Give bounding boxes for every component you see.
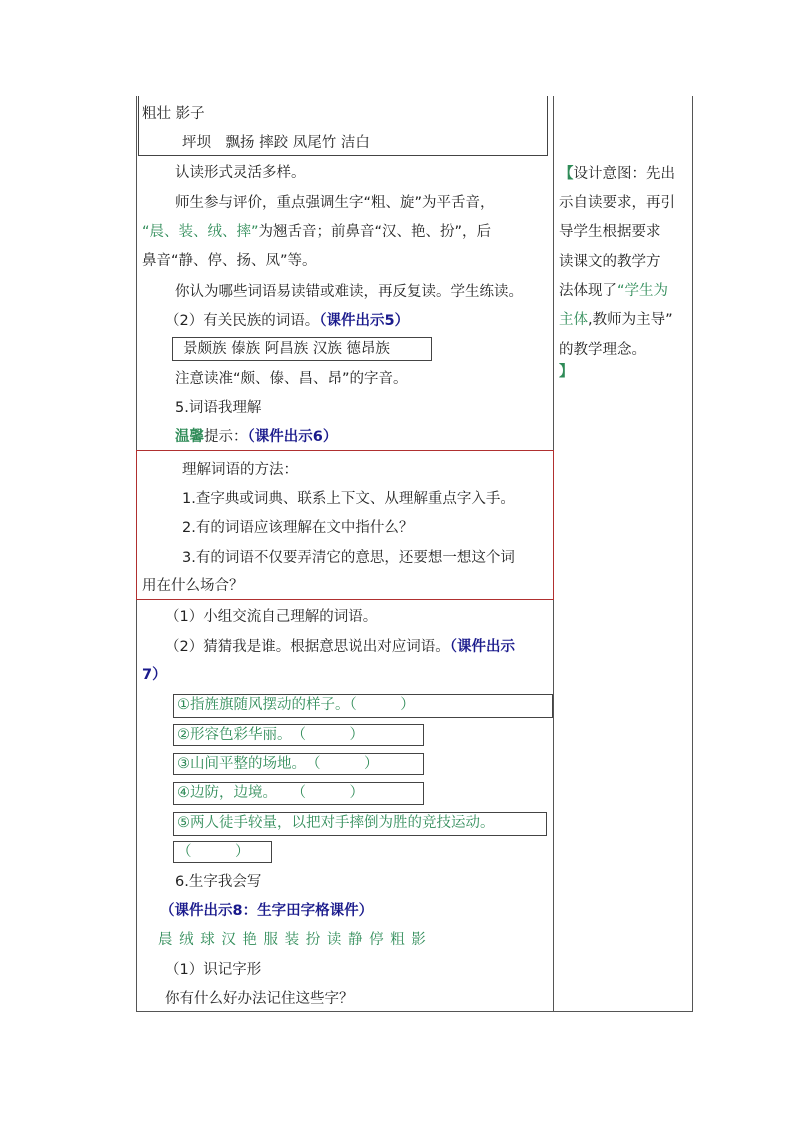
guess-item-3: ③山间平整的场地。 （ ） [173, 753, 424, 775]
design-line-3: 导学生根据要求 [559, 224, 661, 240]
design-line-4: 读课文的教学方 [559, 254, 661, 270]
design-text-5: 法体现了 [559, 283, 617, 299]
para-evaluation-line2-rest: 为翘舌音；前鼻音“汉、艳、扮”，后 [258, 224, 492, 240]
table-right-border [692, 96, 693, 1012]
ethnic-words: 景颇族 傣族 阿昌族 汉族 德昂族 [183, 341, 390, 357]
section-6-title: 6.生字我会写 [175, 874, 262, 890]
courseware-note-7-num: 7） [142, 667, 167, 683]
new-characters: 晨 绒 球 汉 艳 服 装 扮 读 静 停 粗 影 [158, 932, 427, 948]
tip-line [175, 427, 337, 447]
vocab-line-1: 粗壮 影子 [142, 106, 205, 122]
design-line-2: 示自读要求，再引 [559, 195, 675, 211]
guess-item-5-blank: （ ） [173, 841, 272, 863]
design-line-5 [559, 281, 668, 301]
guess-item-5: ⑤两人徒手较量，以把对手摔倒为胜的竞技运动。 [173, 812, 547, 836]
guess-item-4: ④边防，边境。 （ ） [173, 782, 424, 805]
method-title: 理解词语的方法： [182, 462, 298, 478]
design-open-bracket: 【 [559, 166, 574, 182]
courseware-note-7: （课件出 [449, 639, 501, 655]
courseware-note-7b: 示 [500, 639, 515, 655]
design-line-1 [559, 164, 675, 184]
para-evaluation-line1: 师生参与评价，重点强调生字“粗、旋”为平舌音， [175, 195, 495, 211]
method-item-3: 3.有的词语不仅要弄清它的意思，还要想一想这个词 [182, 550, 515, 566]
design-text-1: 设计意图：先出 [573, 166, 675, 182]
method-item-3-cont: 用在什么场合？ [142, 578, 244, 594]
design-line-7: 的教学理念。 [559, 342, 646, 358]
para-evaluation-line3: 鼻音“静、停、扬、凤”等。 [142, 253, 317, 269]
method-item-2: 2.有的词语应该理解在文中指什么？ [182, 520, 414, 536]
step-2-text: （2）猜猜我是谁。根据意思说出对应词语。 [165, 639, 450, 655]
vocab-line-2: 坪坝 飘扬 摔跤 凤尾竹 洁白 [182, 135, 370, 151]
step-2 [165, 637, 515, 657]
design-text-6: ,教师为主导” [588, 312, 673, 328]
table-bottom-border [136, 1011, 693, 1012]
retroflex-chars: “晨、装、绒、摔” [142, 224, 259, 240]
section-5-title: 5.词语我理解 [175, 400, 262, 416]
courseware-note-5: （课件出示5） [319, 313, 410, 329]
courseware-note-6: （课件出示6） [247, 429, 338, 445]
item2-ethnic-words [165, 311, 409, 331]
step-memorize: （1）识记字形 [165, 962, 262, 978]
design-text-6-green: 主体 [559, 312, 588, 328]
design-line-6 [559, 310, 673, 330]
para-reading-form: 认读形式灵活多样。 [175, 165, 306, 181]
tip-label-green: 温馨 [175, 429, 204, 445]
courseware-note-8: （课件出示8：生字田字格课件） [160, 903, 374, 919]
para-evaluation-line2 [142, 222, 491, 242]
method-item-1: 1.查字典或词典、联系上下文、从理解重点字入手。 [182, 491, 515, 507]
para-pronounce: 注意读准“颇、傣、昌、昂”的字音。 [175, 371, 408, 387]
para-practice: 你认为哪些词语易读错或难读，再反复读。学生练读。 [175, 284, 523, 300]
design-close-bracket: 】 [559, 364, 574, 380]
step-1: （1）小组交流自己理解的词语。 [165, 609, 378, 625]
item2-text: （2）有关民族的词语。 [165, 313, 320, 329]
guess-item-1: ①指旌旗随风摆动的样子。（ ） [173, 694, 553, 718]
design-text-5-green: “学生为 [617, 283, 669, 299]
guess-item-2: ②形容色彩华丽。 （ ） [173, 724, 424, 746]
question: 你有什么好办法记住这些字？ [165, 991, 354, 1007]
tip-label: 提示： [204, 429, 248, 445]
